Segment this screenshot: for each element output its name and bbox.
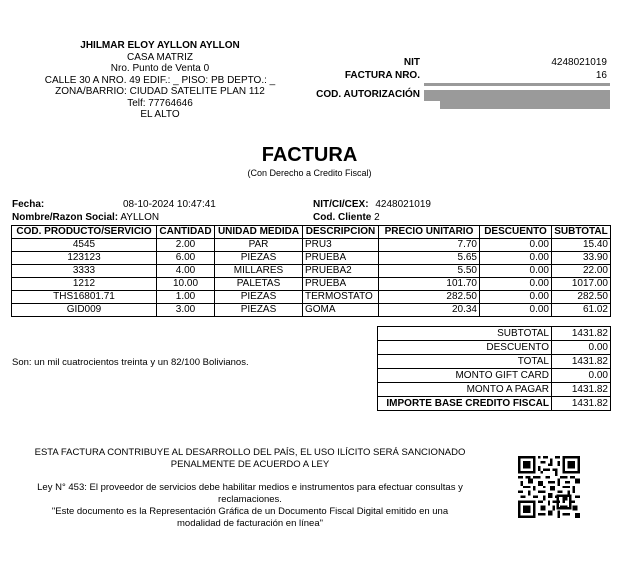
cell-price: 5.65 bbox=[379, 252, 480, 265]
subtotal-label: SUBTOTAL bbox=[378, 327, 552, 341]
auth-code-label: COD. AUTORIZACIÓN bbox=[316, 89, 420, 100]
date-label: Fecha: bbox=[12, 199, 45, 210]
table-row bbox=[12, 291, 611, 304]
totals-row bbox=[378, 327, 611, 341]
client-code-value: 2 bbox=[374, 212, 380, 223]
cell-qty: 2.00 bbox=[157, 239, 215, 252]
customer-name-label: Nombre/Razon Social: bbox=[12, 212, 119, 223]
amount-due-value: 1431.82 bbox=[552, 383, 611, 397]
cell-unit: PAR bbox=[215, 239, 303, 252]
cell-subtotal: 282.50 bbox=[552, 291, 611, 304]
law-notice bbox=[10, 482, 490, 530]
cell-code: THS16801.71 bbox=[12, 291, 157, 304]
items-table bbox=[11, 225, 611, 317]
total-label: TOTAL bbox=[378, 355, 552, 369]
cell-price: 101.70 bbox=[379, 278, 480, 291]
discount-value: 0.00 bbox=[552, 341, 611, 355]
auth-code-redacted-top bbox=[424, 83, 610, 86]
cell-desc: TERMOSTATO bbox=[303, 291, 379, 304]
amount-due-label: MONTO A PAGAR bbox=[378, 383, 552, 397]
issuer-phone: Telf: 77764646 bbox=[127, 97, 193, 109]
gift-card-label: MONTO GIFT CARD bbox=[378, 369, 552, 383]
totals-row bbox=[378, 383, 611, 397]
cell-price: 7.70 bbox=[379, 239, 480, 252]
cell-price: 282.50 bbox=[379, 291, 480, 304]
cell-qty: 6.00 bbox=[157, 252, 215, 265]
cell-unit: PALETAS bbox=[215, 278, 303, 291]
law-line-2: reclamaciones. bbox=[218, 494, 282, 505]
table-row bbox=[12, 239, 611, 252]
customer-name-value: AYLLON bbox=[120, 212, 160, 223]
gift-card-value: 0.00 bbox=[552, 369, 611, 383]
cell-subtotal: 61.02 bbox=[552, 304, 611, 317]
cell-code: 123123 bbox=[12, 252, 157, 265]
cell-price: 20.34 bbox=[379, 304, 480, 317]
cell-qty: 10.00 bbox=[157, 278, 215, 291]
col-header-discount: DESCUENTO bbox=[480, 226, 552, 239]
cell-desc: PRU3 bbox=[303, 239, 379, 252]
cell-desc: PRUEBA2 bbox=[303, 265, 379, 278]
issuer-zone: ZONA/BARRIO: CIUDAD SATELITE PLAN 112 bbox=[55, 86, 265, 97]
cell-code: 4545 bbox=[12, 239, 157, 252]
issuer-address: CALLE 30 A NRO. 49 EDIF.: _ PISO: PB DEPTO.: _ bbox=[44, 74, 276, 86]
cell-discount: 0.00 bbox=[480, 304, 552, 317]
totals-table bbox=[377, 326, 611, 411]
issuer-block bbox=[20, 40, 300, 121]
cell-unit: PIEZAS bbox=[215, 291, 303, 304]
cell-unit: PIEZAS bbox=[215, 252, 303, 265]
amount-in-words: Son: un mil cuatrocientos treinta y un 82/100 Bolivianos. bbox=[12, 357, 249, 368]
tax-base-label: IMPORTE BASE CREDITO FISCAL bbox=[378, 397, 552, 411]
nit-value: 4248021019 bbox=[551, 57, 607, 68]
legal-line-1: ESTA FACTURA CONTRIBUYE AL DESARROLLO DEL PAÍS, EL USO ILÍCITO SERÁ SANCIONADO bbox=[34, 447, 466, 458]
auth-code-redacted-2 bbox=[440, 101, 610, 109]
col-header-desc: DESCRIPCION bbox=[303, 226, 379, 239]
customer-nit-row bbox=[313, 199, 431, 210]
nit-label: NIT bbox=[403, 57, 420, 68]
invoice-number-value: 16 bbox=[595, 70, 607, 81]
col-header-code: COD. PRODUCTO/SERVICIO bbox=[12, 226, 157, 239]
doc-line-1: "Este documento es la Representación Gráfica de un Documento Fiscal Digital emitido en una bbox=[51, 506, 449, 517]
cell-subtotal: 33.90 bbox=[552, 252, 611, 265]
cell-discount: 0.00 bbox=[480, 239, 552, 252]
issuer-name: JHILMAR ELOY AYLLON AYLLON bbox=[80, 40, 240, 51]
cell-subtotal: 1017.00 bbox=[552, 278, 611, 291]
qr-code-icon bbox=[518, 456, 580, 518]
customer-nit-label: NIT/CI/CEX: bbox=[313, 199, 369, 210]
invoice-title: FACTURA bbox=[261, 144, 358, 166]
subtotal-value: 1431.82 bbox=[552, 327, 611, 341]
cell-unit: MILLARES bbox=[215, 265, 303, 278]
issuer-pos: Nro. Punto de Venta 0 bbox=[110, 63, 210, 74]
cell-qty: 4.00 bbox=[157, 265, 215, 278]
invoice-number-label: FACTURA NRO. bbox=[344, 70, 420, 81]
table-row bbox=[12, 265, 611, 278]
cell-desc: GOMA bbox=[303, 304, 379, 317]
col-header-subtotal: SUBTOTAL bbox=[552, 226, 611, 239]
cell-qty: 3.00 bbox=[157, 304, 215, 317]
table-row bbox=[12, 252, 611, 265]
cell-unit: PIEZAS bbox=[215, 304, 303, 317]
cell-discount: 0.00 bbox=[480, 252, 552, 265]
cell-code: 1212 bbox=[12, 278, 157, 291]
tax-base-value: 1431.82 bbox=[552, 397, 611, 411]
law-line-1: Ley N° 453: El proveedor de servicios debe habilitar medios e instrumentos para efectuar consultas y bbox=[37, 482, 463, 493]
table-row bbox=[12, 278, 611, 291]
date-value: 08-10-2024 10:47:41 bbox=[123, 199, 216, 210]
totals-row bbox=[378, 355, 611, 369]
client-code-row bbox=[313, 212, 380, 223]
cell-subtotal: 22.00 bbox=[552, 265, 611, 278]
totals-row bbox=[378, 397, 611, 411]
col-header-unit: UNIDAD MEDIDA bbox=[215, 226, 303, 239]
doc-line-2: modalidad de facturación en línea" bbox=[177, 518, 323, 529]
total-value: 1431.82 bbox=[552, 355, 611, 369]
cell-subtotal: 15.40 bbox=[552, 239, 611, 252]
customer-nit-value: 4248021019 bbox=[375, 199, 431, 210]
cell-discount: 0.00 bbox=[480, 278, 552, 291]
customer-name-row bbox=[12, 212, 159, 223]
table-header-row bbox=[12, 226, 611, 239]
totals-row bbox=[378, 341, 611, 355]
col-header-price: PRECIO UNITARIO bbox=[379, 226, 480, 239]
totals-row bbox=[378, 369, 611, 383]
cell-qty: 1.00 bbox=[157, 291, 215, 304]
cell-code: GID009 bbox=[12, 304, 157, 317]
discount-label: DESCUENTO bbox=[378, 341, 552, 355]
client-code-label: Cod. Cliente bbox=[313, 212, 372, 223]
invoice-subtitle: (Con Derecho a Credito Fiscal) bbox=[247, 168, 372, 178]
cell-discount: 0.00 bbox=[480, 291, 552, 304]
col-header-qty: CANTIDAD bbox=[157, 226, 215, 239]
issuer-city: EL ALTO bbox=[140, 109, 180, 120]
legal-line-2: PENALMENTE DE ACUERDO A LEY bbox=[170, 459, 330, 470]
table-row bbox=[12, 304, 611, 317]
issuer-branch: CASA MATRIZ bbox=[127, 51, 193, 63]
auth-code-redacted bbox=[424, 90, 610, 101]
cell-discount: 0.00 bbox=[480, 265, 552, 278]
cell-price: 5.50 bbox=[379, 265, 480, 278]
cell-code: 3333 bbox=[12, 265, 157, 278]
cell-desc: PRUEBA bbox=[303, 278, 379, 291]
cell-desc: PRUEBA bbox=[303, 252, 379, 265]
legal-notice bbox=[10, 447, 490, 471]
